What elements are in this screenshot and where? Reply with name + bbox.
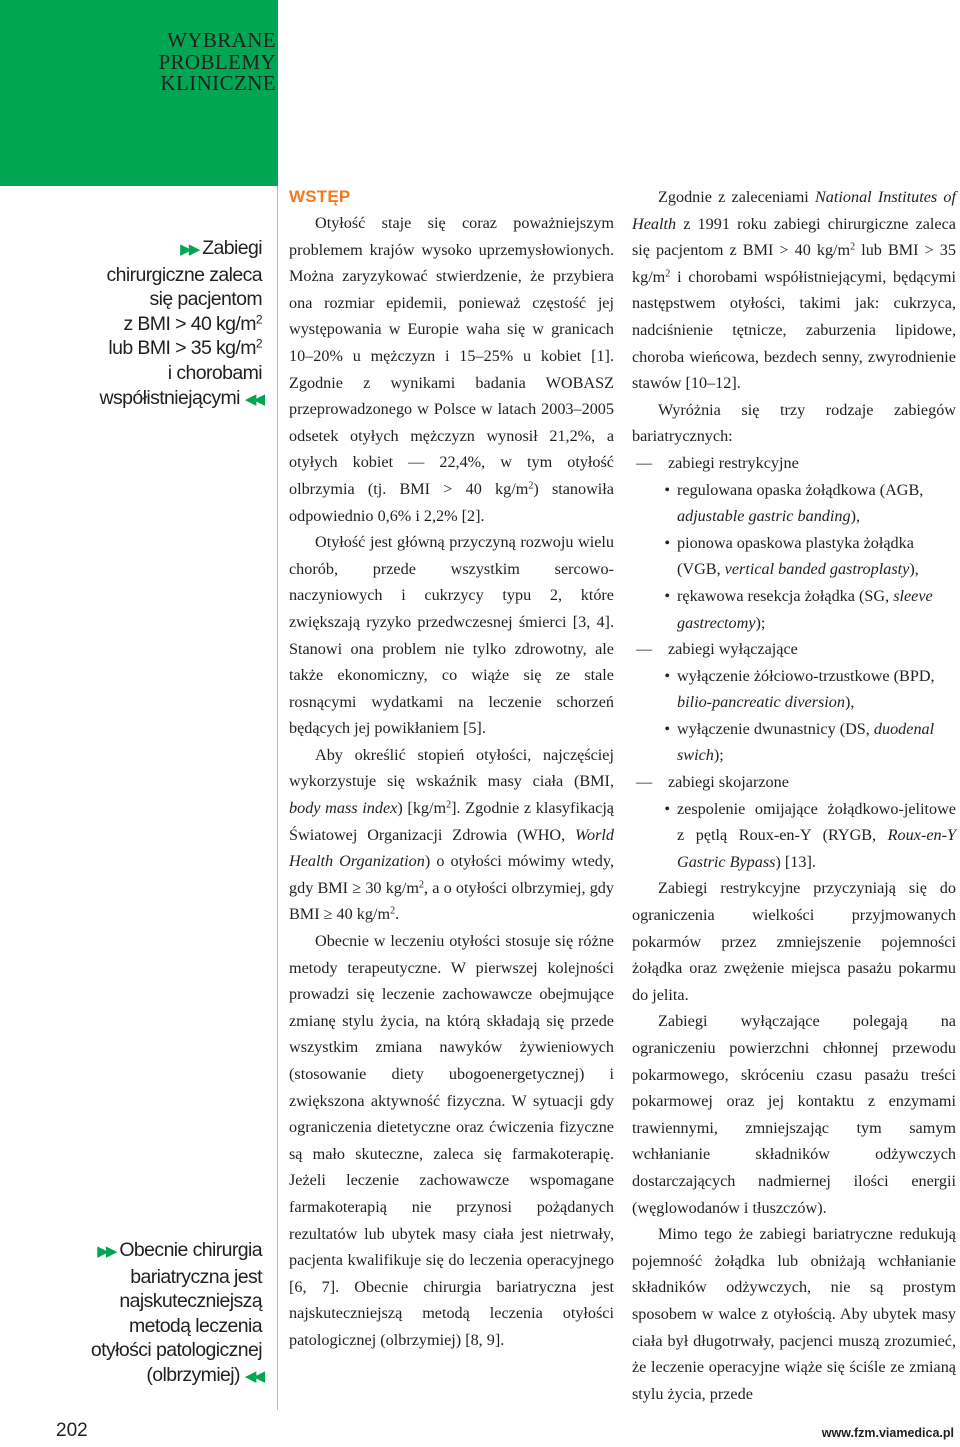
page-number: 202 xyxy=(56,1420,88,1441)
margin-note-bariatric xyxy=(0,1238,262,1390)
paragraph: Wyróżnia się trzy rodzaje zabiegów bariatrycznych: xyxy=(632,400,956,446)
list-item: • wyłączenie żółciowo-trzustkowe (BPD, bilio-pancreatic diversion), xyxy=(664,666,935,712)
margin-note-text: Zabiegi xyxy=(202,237,262,259)
list-item: — zabiegi wyłączające xyxy=(636,640,798,659)
margin-note-text: Obecnie chirurgia xyxy=(119,1239,262,1261)
margin-divider xyxy=(277,186,278,1410)
section-title-line: KLINICZNE xyxy=(160,71,276,95)
section-title xyxy=(80,30,276,95)
double-arrow-left-icon: ◀◀ xyxy=(244,1367,262,1385)
section-heading: WSTĘP xyxy=(289,187,351,206)
list-item: • zespolenie omijające żołądkowo-jelitowe z pętlą Roux-en-Y (RYGB, Roux-en-Y Gastric Bypass) [13]. xyxy=(664,799,956,871)
section-title-line: PROBLEMY xyxy=(158,49,276,74)
list-item: • wyłączenie dwunastnicy (DS, duodenal swich); xyxy=(664,719,935,765)
margin-note-text: lub BMI > 35 kg/m xyxy=(108,337,256,360)
margin-note-text: współistniejącymi xyxy=(99,386,240,409)
margin-note-text: najskuteczniejszą xyxy=(119,1290,262,1313)
list-item: • rękawowa resekcja żołądka (SG, sleeve gastrectomy); xyxy=(664,586,933,632)
margin-note-text: z BMI > 40 kg/m xyxy=(123,312,256,335)
double-arrow-left-icon: ◀◀ xyxy=(244,390,262,408)
article-column-right xyxy=(632,184,956,1407)
margin-note-text: się pacjentom xyxy=(149,288,262,311)
section-title-line: WYBRANE xyxy=(167,28,276,52)
double-arrow-right-icon: ▶▶ xyxy=(180,241,198,258)
paragraph: Zabiegi restrykcyjne przyczyniają się do ograniczenia wielkości przyjmowanych pokarmów przez zmniejszenie pojemności żołądka oraz zwężenie miejsca pasażu pokarmu do jelita. xyxy=(632,879,956,1004)
margin-note-text: (olbrzymiej) xyxy=(146,1363,240,1386)
superscript: 2 xyxy=(255,336,262,351)
paragraph: Zgodnie z zaleceniami National Institutes of Health z 1991 roku zabiegi chirurgiczne zaleca się pacjentom z BMI > 40 $kg/m^2$ lub BMI > 35 $kg/m^2$ i chorobami współistniejącymi, będącymi następstwem otyłości, takimi jak: cukrzyca, nadciśnienie tętnicze, zaburzenia lipidowe, choroba wieńcowa, bezdech senny, zwyrodnienie stawów [10–12]. xyxy=(632,188,956,393)
margin-note-text: chirurgiczne zaleca xyxy=(106,263,262,286)
article-column-left xyxy=(289,184,614,1354)
paragraph: Aby określić stopień otyłości, najczęściej wykorzystuje się wskaźnik masy ciała (BMI, body mass index) $[kg/m^2]$. Zgodnie z klasyfikacją Światowej Organizacji Zdrowia (WHO, World Health Organization) o otyłości mówimy wtedy, gdy BMI ≥ 30 $kg/m^2$, a o otyłości olbrzymiej, gdy BMI ≥ 40 $kg/m^2$. xyxy=(289,745,614,924)
margin-note-indications xyxy=(0,236,262,412)
list-item: — zabiegi skojarzone xyxy=(636,773,789,792)
paragraph: Obecnie w leczeniu otyłości stosuje się różne metody terapeutyczne. W pierwszej kolejności prowadzi się leczenie zachowawcze obejmujące zmianę stylu życia, na którą składają się przede wszystkim zmiana nawyków żywieniowych (stosowanie diety ubogoenergetycznej) i zwiększona aktywność fizyczna. W sytuacji gdy ograniczenia dietetyczne oraz ćwiczenia fizyczne są mało skuteczne, zaleca się farmakoterapię. Jeżeli leczenie zachowawcze wspomagane farmakoterapią nie przynosi pożądanych rezultatów lub ubytek masy ciała jest nietrwały, pacjenta kwalifikuje się do leczenia operacyjnego [6, 7]. Obecnie chirurgia bariatryczna jest najskuteczniejszą metodą leczenia otyłości patologicznej (olbrzymiej) [8, 9]. xyxy=(289,932,614,1349)
margin-note-text: i chorobami xyxy=(167,361,262,384)
paragraph: Otyłość staje się coraz poważniejszym problemem krajów wysoko uprzemysłowionych. Można zaryzykować stwierdzenie, że przybiera ona rozmiar epidemii, ponieważ częstość jej występowania w Europie waha się w granicach 10–20% u mężczyzn i 15–25% u kobiet [1]. Zgodnie z wynikami badania WOBASZ przeprowadzonego w Polsce w latach 2003–2005 odsetek otyłych mężczyzn wynosił 21,2%, a otyłych kobiet — 22,4%, w tym otyłość olbrzymia (tj. BMI > 40 $kg/m^2$) stanowiła odpowiednio 0,6% i 2,2% [2]. xyxy=(289,214,614,525)
superscript: 2 xyxy=(255,312,262,327)
journal-url: www.fzm.viamedica.pl xyxy=(821,1426,954,1440)
paragraph: Zabiegi wyłączające polegają na ograniczeniu powierzchni chłonnej przewodu pokarmowego, skróceniu czasu pasażu treści pokarmowej oraz jej kontaktu z enzymami trawiennymi, zmniejszając tym samym wchłanianie składników odżywczych dostarczających nadmiernej ilości energii (węglowodanów i tłuszczów). xyxy=(632,1012,956,1217)
margin-note-text: metodą leczenia xyxy=(128,1314,262,1337)
double-arrow-right-icon: ▶▶ xyxy=(97,1243,115,1260)
paragraph: Mimo tego że zabiegi bariatryczne redukują pojemność żołądka lub obniżają wchłanianie składników odżywczych, nie są prostym sposobem w walce z otyłością. Aby ubytek masy ciała był długotrwały, pacjenci muszą zrozumieć, że leczenie operacyjne wiąże się ściśle ze zmianą stylu życia, przede xyxy=(632,1225,956,1403)
margin-note-text: otyłości patologicznej xyxy=(90,1339,262,1362)
list-item: • pionowa opaskowa plastyka żołądka (VGB, vertical banded gastroplasty), xyxy=(664,533,919,579)
list-item: — zabiegi restrykcyjne xyxy=(636,453,799,472)
paragraph: Otyłość jest główną przyczyną rozwoju wielu chorób, przede wszystkim sercowo-naczyniowych i cukrzycy typu 2, które zwiększają ryzyko przedwczesnej śmierci [3, 4]. Stanowi ona problem nie tylko zdrowotny, ale także ekonomiczny, co wiąże się ze stale rosnącymi wydatkami na leczenie schorzeń będących jej powikłaniem [5]. xyxy=(289,533,614,738)
margin-note-text: bariatryczna jest xyxy=(130,1265,262,1288)
list-item: • regulowana opaska żołądkowa (AGB, adjustable gastric banding), xyxy=(664,480,924,526)
